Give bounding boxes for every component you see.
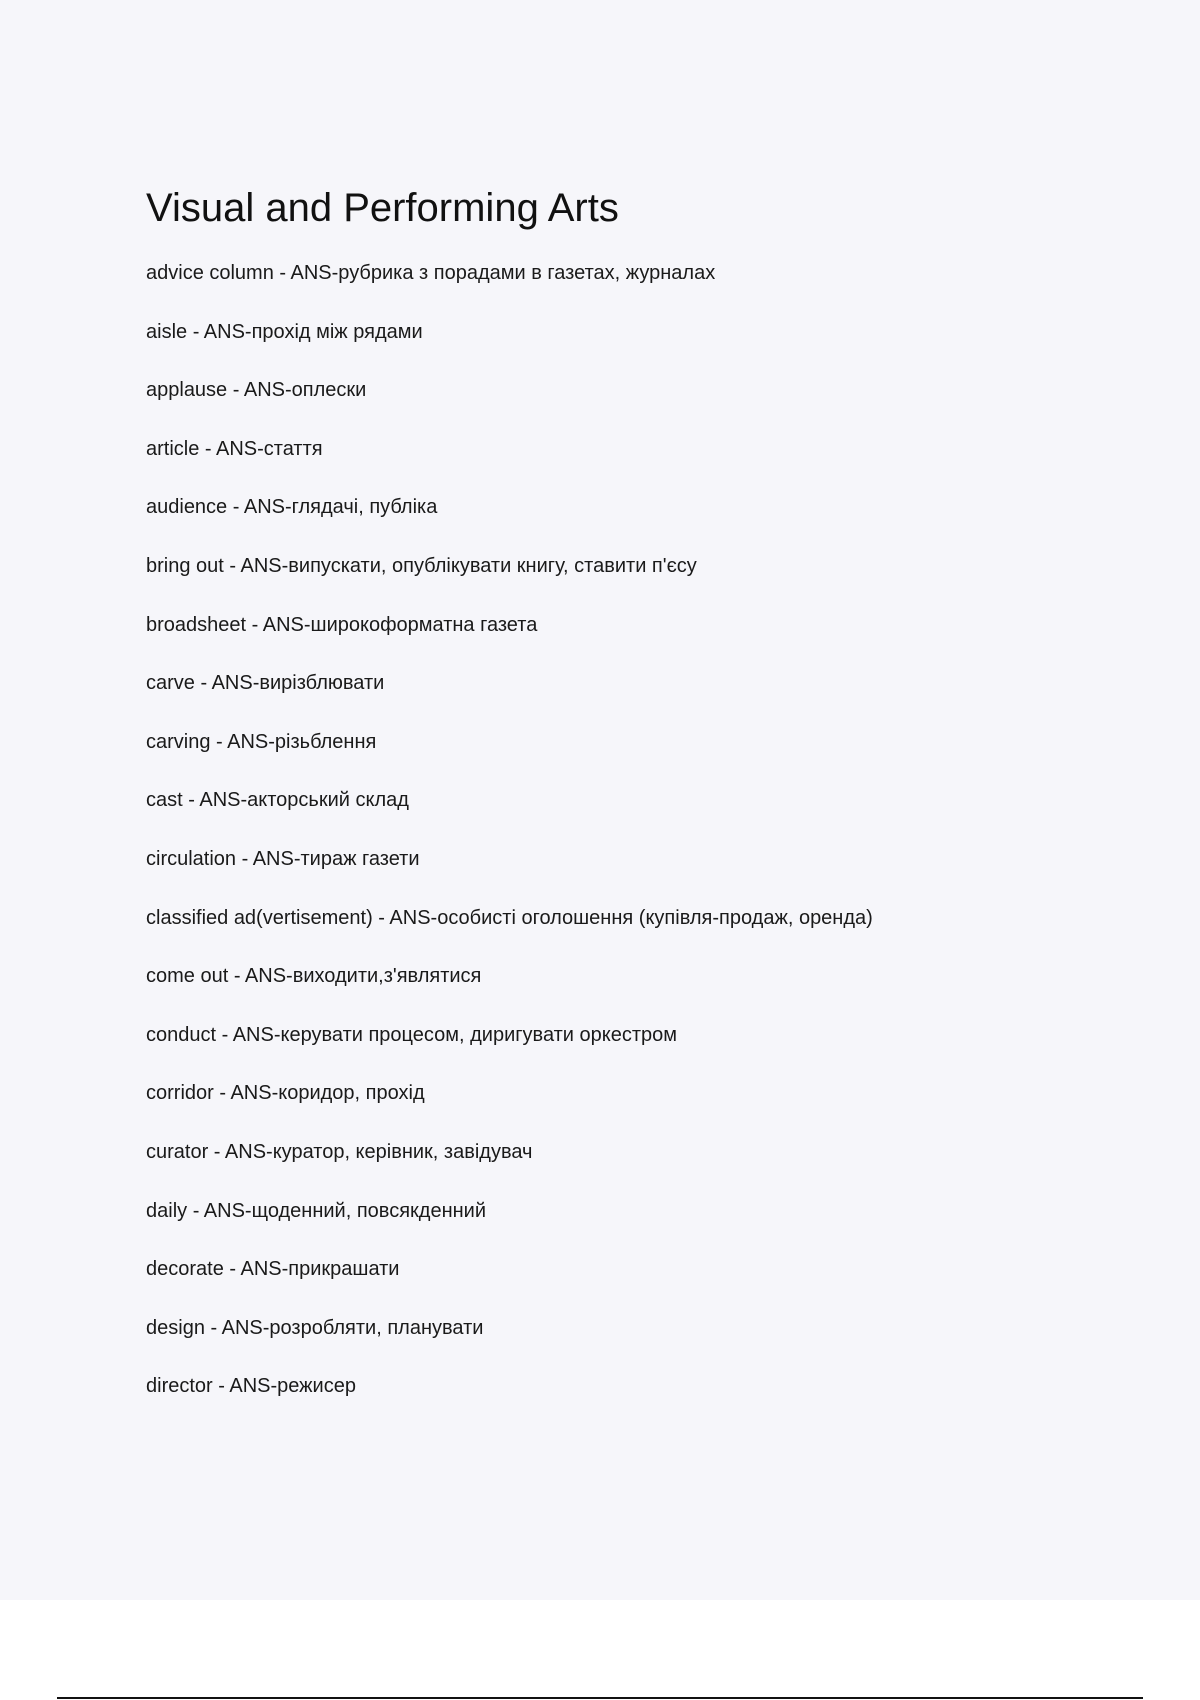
list-item: aisle - ANS-прохід між рядами: [146, 320, 423, 343]
list-item: curator - ANS-куратор, керівник, завідувач: [146, 1140, 533, 1163]
vocabulary-list: [146, 258, 1146, 1401]
list-item: design - ANS-розробляти, планувати: [146, 1316, 484, 1339]
list-item: audience - ANS-глядачі, публіка: [146, 496, 438, 519]
document-content: [146, 180, 1146, 1430]
list-item: daily - ANS-щоденний, повсякденний: [146, 1199, 486, 1222]
list-item: circulation - ANS-тираж газети: [146, 847, 420, 870]
list-item: corridor - ANS-коридор, прохід: [146, 1082, 425, 1105]
list-item: broadsheet - ANS-широкоформатна газета: [146, 613, 538, 636]
list-item: come out - ANS-виходити,з'являтися: [146, 965, 482, 988]
list-item: carving - ANS-різьблення: [146, 730, 377, 753]
page-divider: [57, 1697, 1143, 1699]
list-item: applause - ANS-оплески: [146, 379, 367, 402]
list-item: advice column - ANS-рубрика з порадами в газетах, журналах: [146, 262, 716, 284]
list-item: article - ANS-стаття: [146, 437, 323, 460]
page-title: Visual and Performing Arts: [146, 186, 619, 230]
list-item: director - ANS-режисер: [146, 1375, 356, 1398]
list-item: cast - ANS-акторський склад: [146, 789, 409, 812]
list-item: classified ad(vertisement) - ANS-особисті оголошення (купівля-продаж, оренда): [146, 906, 873, 929]
list-item: carve - ANS-вирізблювати: [146, 672, 385, 695]
list-item: conduct - ANS-керувати процесом, диригувати оркестром: [146, 1023, 678, 1046]
list-item: bring out - ANS-випускати, опублікувати книгу, ставити п'єсу: [146, 554, 697, 577]
list-item: decorate - ANS-прикрашати: [146, 1258, 400, 1281]
